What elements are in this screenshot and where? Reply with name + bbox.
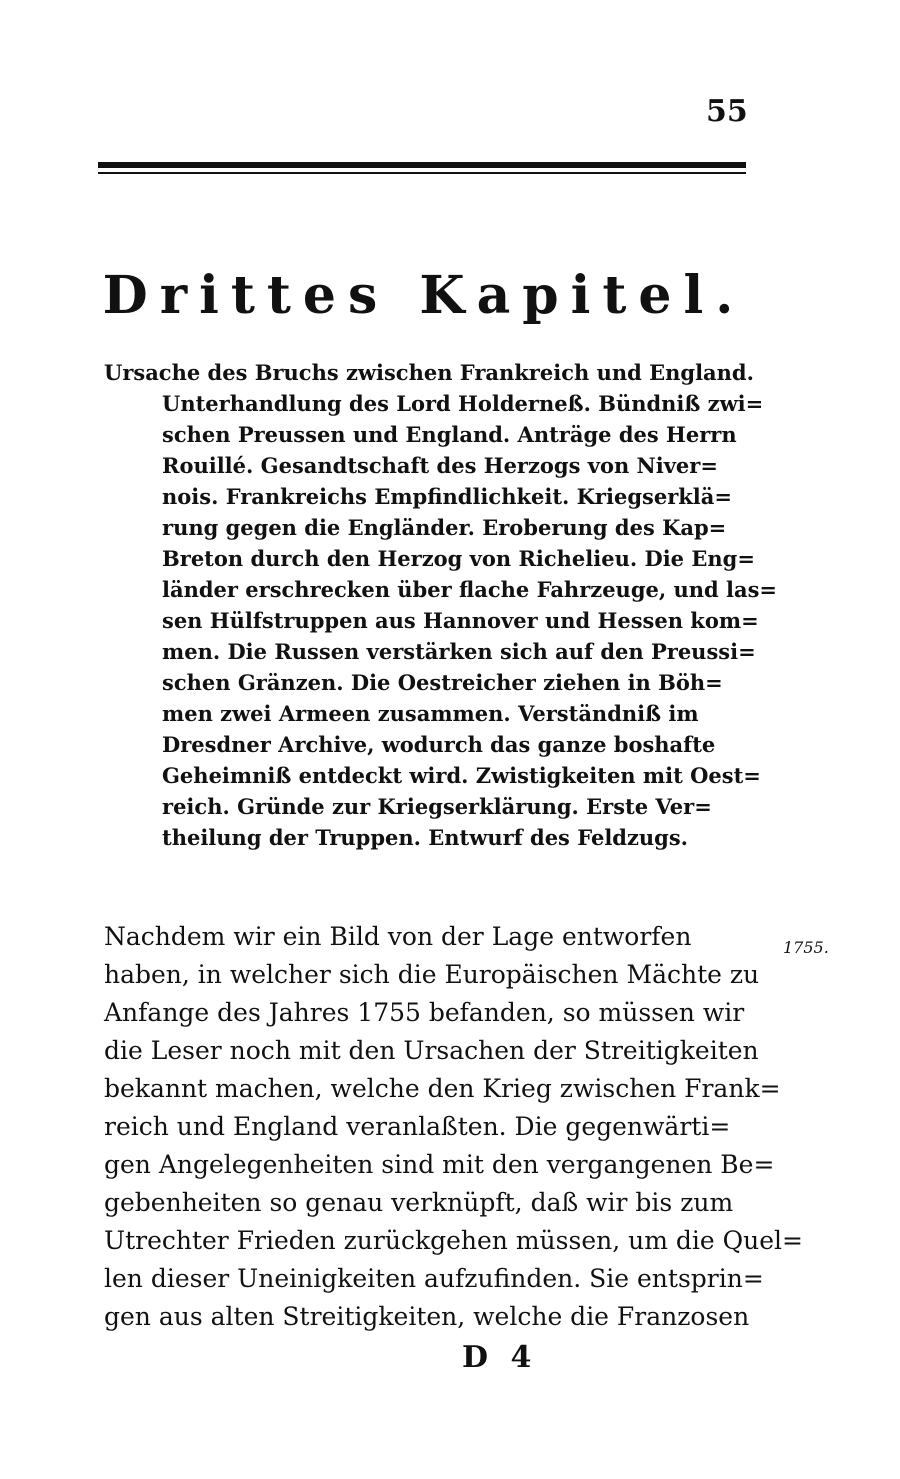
summary-line: nois. Frankreichs Empfindlichkeit. Kriegserklä= xyxy=(162,484,732,509)
summary-line: sen Hülfstruppen aus Hannover und Hessen kom= xyxy=(162,608,759,633)
signature-mark: D 4 xyxy=(462,1340,538,1375)
body-line: reich und England veranlaßten. Die gegenwärti= xyxy=(104,1112,731,1141)
body-line: die Leser noch mit den Ursachen der Streitigkeiten xyxy=(104,1036,759,1065)
body-line: Anfange des Jahres 1755 befanden, so müssen wir xyxy=(104,998,745,1027)
summary-line: Geheimniß entdeckt wird. Zwistigkeiten mit Oest= xyxy=(162,763,761,788)
summary-line: reich. Gründe zur Kriegserklärung. Erste Ver= xyxy=(162,794,712,819)
body-text xyxy=(104,918,803,1336)
summary-line: rung gegen die Engländer. Eroberung des Kap= xyxy=(162,515,727,540)
body-line: bekannt machen, welche den Krieg zwischen Frank= xyxy=(104,1074,781,1103)
body-line: Nachdem wir ein Bild von der Lage entworfen xyxy=(104,922,692,951)
chapter-summary xyxy=(104,357,778,853)
summary-line: Dresdner Archive, wodurch das ganze boshafte xyxy=(162,732,716,757)
header-rule-thick xyxy=(98,162,746,168)
body-line: gebenheiten so genau verknüpft, daß wir bis zum xyxy=(104,1188,734,1217)
summary-line: Breton durch den Herzog von Richelieu. Die Eng= xyxy=(162,546,755,571)
summary-line: theilung der Truppen. Entwurf des Feldzugs. xyxy=(162,825,688,850)
body-line: gen Angelegenheiten sind mit den vergangenen Be= xyxy=(104,1150,775,1179)
header-rule-thin xyxy=(98,172,746,174)
page-number: 55 xyxy=(706,94,748,129)
body-line: gen aus alten Streitigkeiten, welche die Franzosen xyxy=(104,1302,750,1331)
summary-line: Rouillé. Gesandtschaft des Herzogs von Niver= xyxy=(162,453,718,478)
summary-line: schen Preussen und England. Anträge des Herrn xyxy=(162,422,737,447)
summary-line: länder erschrecken über flache Fahrzeuge, und las= xyxy=(162,577,778,602)
marginal-date: 1755. xyxy=(783,938,829,957)
summary-line: schen Gränzen. Die Oestreicher ziehen in Böh= xyxy=(162,670,723,695)
summary-line: men zwei Armeen zusammen. Verständniß im xyxy=(162,701,699,726)
chapter-title: Drittes Kapitel. xyxy=(102,265,746,326)
summary-line: Unterhandlung des Lord Holderneß. Bündniß zwi= xyxy=(162,391,764,416)
body-line: len dieser Uneinigkeiten aufzufinden. Sie entsprin= xyxy=(104,1264,764,1293)
summary-line: men. Die Russen verstärken sich auf den Preussi= xyxy=(162,639,756,664)
summary-line: Ursache des Bruchs zwischen Frankreich und England. xyxy=(104,360,754,385)
body-line: Utrechter Frieden zurückgehen müssen, um die Quel= xyxy=(104,1226,803,1255)
body-line: haben, in welcher sich die Europäischen Mächte zu xyxy=(104,960,760,989)
